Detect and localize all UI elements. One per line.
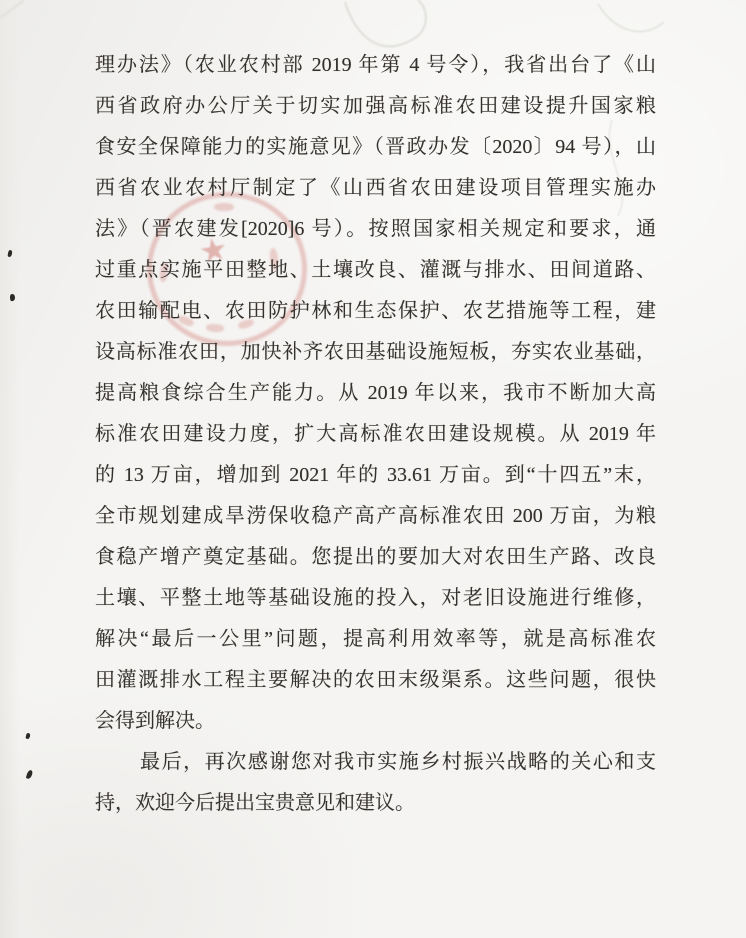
- text-line: 法》（晋农建发[2020]6 号）。按照国家相关规定和要求，通: [95, 218, 656, 240]
- text-line: 设高标准农田，加快补齐农田基础设施短板，夯实农业基础，: [95, 341, 656, 363]
- ink-speck: [10, 294, 16, 301]
- ink-speck: [25, 733, 30, 740]
- text-line: 解决“最后一公里”问题，提高利用效率等，就是高标准农: [95, 628, 656, 650]
- text-line: 农田输配电、农田防护林和生态保护、农艺措施等工程，建: [95, 300, 656, 322]
- text-line: 食稳产增产奠定基础。您提出的要加大对农田生产路、改良: [95, 546, 656, 568]
- text-line: 西省农业农村厅制定了《山西省农田建设项目管理实施办: [95, 177, 656, 199]
- text-line: 食安全保障能力的实施意见》（晋政办发〔2020〕94 号），山: [95, 136, 656, 158]
- text-line: 最后，再次感谢您对我市实施乡村振兴战略的关心和支: [140, 751, 656, 773]
- text-line: 全市规划建成旱涝保收稳产高产高标准农田 200 万亩，为粮: [95, 505, 656, 527]
- text-line: 标准农田建设力度，扩大高标准农田建设规模。从 2019 年: [95, 423, 656, 445]
- seal-star-icon: ★: [195, 228, 231, 272]
- ink-speck: [7, 250, 12, 258]
- ink-speck: [26, 769, 34, 779]
- text-line: 过重点实施平田整地、土壤改良、灌溉与排水、田间道路、: [95, 259, 656, 281]
- text-line: 提高粮食综合生产能力。从 2019 年以来，我市不断加大高: [95, 382, 656, 404]
- text-line: 会得到解决。: [95, 710, 215, 732]
- text-line: 的 13 万亩，增加到 2021 年的 33.61 万亩。到“十四五”末，: [95, 464, 656, 486]
- document-body: [95, 45, 656, 824]
- text-line: 理办法》（农业农村部 2019 年第 4 号令），我省出台了《山: [95, 54, 656, 76]
- text-line: 田灌溉排水工程主要解决的农田末级渠系。这些问题，很快: [95, 669, 656, 691]
- text-line: 持，欢迎今后提出宝贵意见和建议。: [95, 792, 415, 814]
- text-line: 土壤、平整土地等基础设施的投入，对老旧设施进行维修，: [95, 587, 656, 609]
- text-line: 西省政府办公厅关于切实加强高标准农田建设提升国家粮: [95, 95, 656, 117]
